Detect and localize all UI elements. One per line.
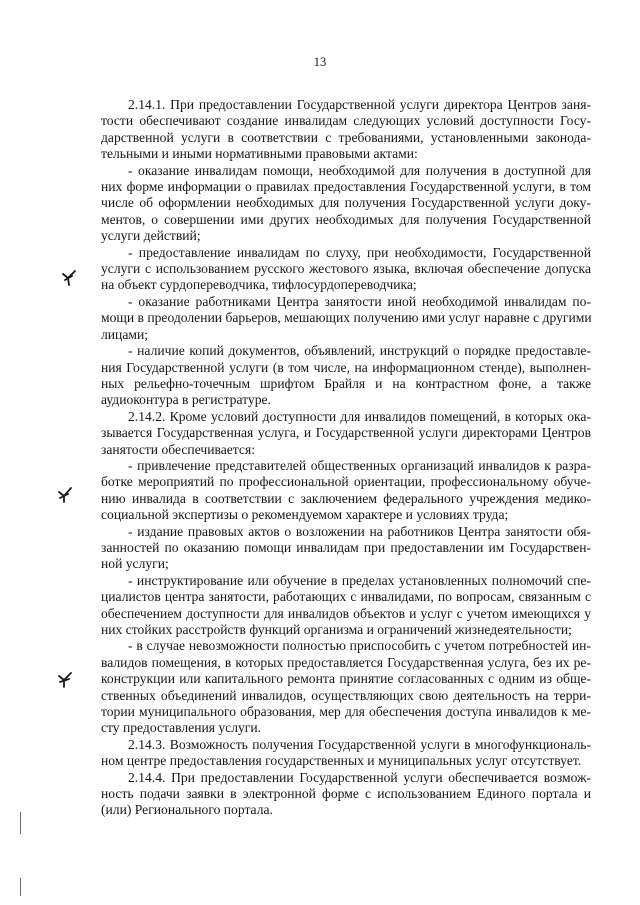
text-line: - инструктирование или обучение в пределах установленных полномочий спе- — [128, 572, 591, 588]
page-number: 13 — [313, 55, 327, 69]
text-line: - издание правовых актов о возложении на работников Центра занятости обя- — [128, 523, 591, 539]
scan-edge-mark — [20, 878, 21, 896]
text-line: ном центре предоставления государственных и муниципальных услуг отсутствует. — [101, 753, 582, 769]
text-line: тельными и иными нормативными правовыми актами: — [101, 146, 418, 162]
text-line: 2.14.1. При предоставлении Государственной услуги директора Центров заня- — [128, 97, 591, 112]
text-line: на объект сурдопереводчика, тифлосурдопереводчика; — [101, 277, 417, 293]
text-line: социальной экспертизы о рекомендуемом характере и условиях труда; — [101, 507, 509, 523]
text-line: 2.14.4. При предоставлении Государственной услуги обеспечивается возмож- — [128, 769, 591, 785]
text-line: конструкции или капитального ремонта принятие согласованных с одним из обще- — [101, 671, 591, 687]
text-line: 2.14.3. Возможность получения Государственной услуги в многофункциональ- — [128, 736, 591, 752]
text-line: услуги действий; — [101, 228, 201, 244]
text-line: услуги с использованием русского жестового языка, включая обеспечение допуска — [101, 261, 591, 277]
text-line: ность подачи заявки в электронной форме с использованием Единого портала и — [101, 786, 591, 802]
text-line: - привлечение представителей общественных организаций инвалидов к разра- — [128, 457, 591, 473]
text-line: ной услуги; — [101, 556, 169, 572]
text-line: зывается Государственная услуга, и Государственной услуги директорами Центров — [101, 425, 591, 441]
text-line: - наличие копий документов, объявлений, инструкций о порядке предоставле- — [128, 343, 591, 359]
text-line: ных рельефно-точечным шрифтом Брайля и на контрастном фоне, а также — [101, 375, 591, 391]
text-line: ния Государственной услуги (в том числе, на информационном стенде), выполнен- — [101, 359, 591, 375]
text-line: - оказание работниками Центра занятости иной необходимой инвалидам по- — [128, 293, 591, 309]
text-line: сту предоставления услуги. — [101, 720, 262, 736]
text-line: занятости обеспечивается: — [101, 441, 255, 457]
text-line: валидов помещения, в которых предоставляется Государственная услуга, без их ре- — [101, 654, 591, 670]
margin-checkmark-icon — [62, 270, 76, 286]
text-line: занностей по оказанию помощи инвалидам при предоставлении им Государствен- — [101, 539, 591, 555]
scan-edge-mark — [20, 812, 21, 834]
text-line: ственных объединений инвалидов, осуществляющих свою деятельность на терри- — [101, 687, 591, 703]
text-line: - предоставление инвалидам по слуху, при необходимости, Государственной — [128, 244, 591, 260]
text-line: - в случае невозможности полностью приспособить с учетом потребностей ин- — [128, 638, 591, 654]
document-body — [101, 97, 591, 819]
text-line: (или) Регионального портала. — [101, 802, 273, 818]
text-line: ментов, о совершении ими других необходимых для получения Государственной — [101, 211, 591, 227]
margin-checkmark-icon — [58, 672, 72, 688]
text-line: ботке мероприятий по профессиональной ориентации, профессиональному обуче- — [101, 474, 591, 490]
margin-checkmark-icon — [58, 487, 72, 503]
text-line: них форме информации о правилах предоставления Государственной услуги, в том — [101, 179, 591, 195]
text-line: тории муниципального образования, мер для обеспечения доступа инвалидов к ме- — [101, 704, 591, 720]
text-line: дарственной услуги в соответствии с требованиями, установленными законода- — [101, 129, 591, 145]
text-line: аудиоконтура в регистратуре. — [101, 392, 271, 408]
text-line: них стойких расстройств функций организма и ограничений жизнедеятельности; — [101, 622, 572, 637]
text-line: тости обеспечивают создание инвалидам следующих условий доступности Госу- — [101, 113, 591, 129]
text-line: - оказание инвалидам помощи, необходимой для получения в доступной для — [128, 162, 591, 178]
text-line: обеспечением доступности для инвалидов объектов и услуг с учетом имеющихся у — [101, 605, 591, 621]
text-line: 2.14.2. Кроме условий доступности для инвалидов помещений, в которых ока- — [128, 408, 591, 424]
text-line: циалистов центра занятости, работающих с инвалидами, по вопросам, связанным с — [101, 589, 591, 605]
text-line: мощи в преодолении барьеров, мешающих получению ими услуг наравне с другими — [101, 310, 592, 326]
text-line: лицами; — [101, 326, 149, 342]
text-line: нию инвалида в соответствии с заключением федерального учреждения медико- — [101, 490, 591, 506]
text-line: числе об оформлении необходимых для получения Государственной услуги доку- — [101, 195, 591, 211]
